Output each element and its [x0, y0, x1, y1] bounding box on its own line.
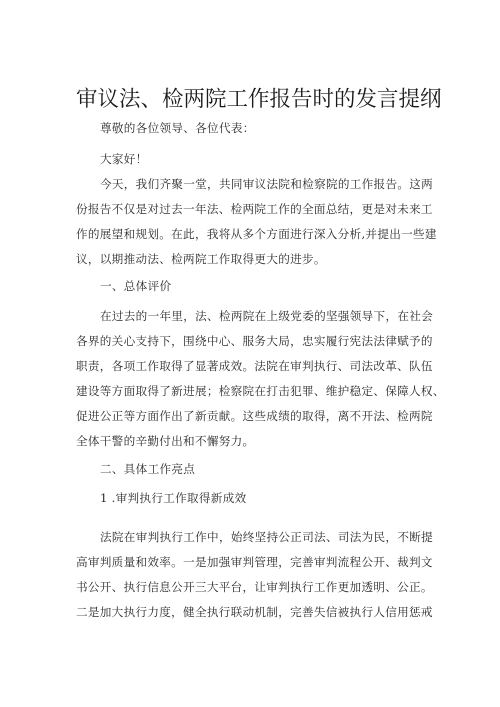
paragraph-line: 作的展望和规划。在此，我将从多个方面进行深入分析,并提出一些建 — [76, 227, 437, 241]
salutation: 尊敬的各位领导、各位代表： — [100, 121, 255, 135]
paragraph-line: 二是加大执行力度，健全执行联动机制，完善失信被执行人信用惩戒 — [76, 605, 433, 619]
paragraph-line: 今天，我们齐聚一堂，共同审议法院和检察院的工作报告。这两 — [100, 177, 434, 191]
paragraph-line: 高审判质量和效率。一是加强审判管理，完善审判流程公开、裁判文 — [76, 555, 433, 569]
paragraph-line: 议，以期推动法、检两院工作取得更大的进步。 — [76, 252, 326, 266]
section-heading: 一、总体评价 — [100, 279, 172, 293]
paragraph-line: 各界的关心支持下，围绕中心、服务大局，忠实履行宪法法律赋予的 — [76, 334, 433, 348]
paragraph-line: 职责，各项工作取得了显著成效。法院在审判执行、司法改革、队伍 — [76, 359, 433, 373]
paragraph-line: 书公开、执行信息公开三大平台，让审判执行工作更加透明、公正。 — [76, 580, 433, 594]
section-heading: 二、具体工作亮点 — [100, 462, 196, 476]
paragraph-line: 在过去的一年里，法、检两院在上级党委的坚强领导下，在社会 — [100, 309, 434, 323]
greeting: 大家好！ — [100, 152, 148, 166]
paragraph-line: 法院在审判执行工作中，始终坚持公正司法、司法为民，不断提 — [100, 530, 434, 544]
paragraph-line: 全体干警的辛勤付出和不懈努力。 — [76, 434, 255, 448]
paragraph-line: 建设等方面取得了新进展；检察院在打击犯罪、维护稳定、保障人权、 — [76, 384, 445, 398]
paragraph-line: 促进公正等方面作出了新贡献。这些成绩的取得，离不开法、检两院 — [76, 409, 433, 423]
paragraph-line: 份报告不仅是对过去一年法、检两院工作的全面总结，更是对未来工 — [76, 202, 433, 216]
subsection-heading: 1 .审判执行工作取得新成效 — [100, 491, 247, 505]
document-title: 审议法、检两院工作报告时的发言提纲 — [76, 87, 442, 112]
